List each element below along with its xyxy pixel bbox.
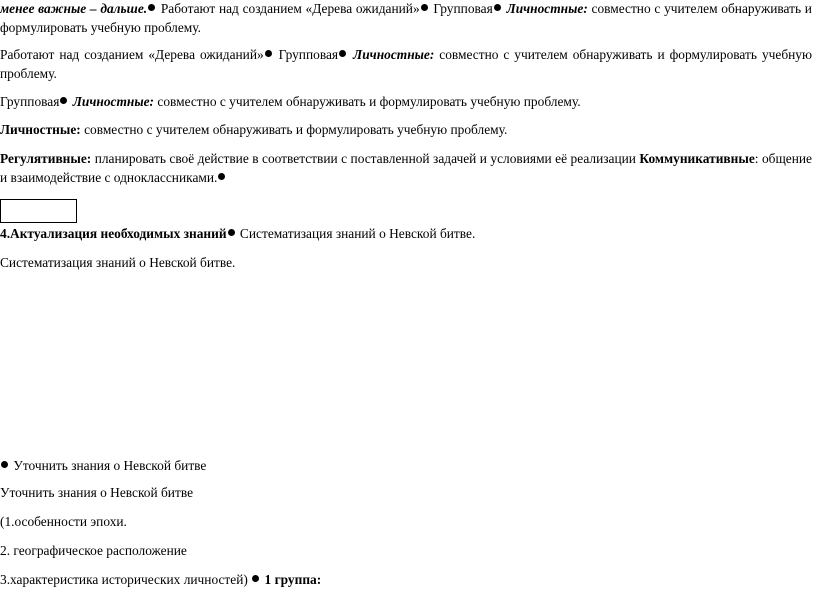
bullet-icon xyxy=(228,229,235,236)
text: Работают над созданием «Дерева ожиданий» xyxy=(0,47,264,62)
paragraph-1 xyxy=(0,0,812,37)
paragraph-5 xyxy=(0,150,812,187)
paragraph-10: (1.особенности эпохи. xyxy=(0,514,127,529)
paragraph-7: Систематизация знаний о Невской битве. xyxy=(0,255,236,270)
paragraph-11: 2. географическое расположение xyxy=(0,543,187,558)
text: совместно с учителем обнаруживать и формулировать учебную проблему. xyxy=(80,122,508,137)
text: совместно с учителем обнаруживать и формулировать учебную проблему. xyxy=(0,47,812,81)
group-label: 1 группа: xyxy=(261,572,322,587)
bold-label: Регулятивные: xyxy=(0,151,92,166)
text: совместно с учителем обнаруживать и формулировать учебную проблему. xyxy=(0,1,812,35)
bold-label: Личностные: xyxy=(69,94,155,109)
text: планировать своё действие в соответствии с поставленной задачей и условиями её реализации xyxy=(91,151,640,166)
paragraph-12 xyxy=(0,571,812,590)
bullet-icon xyxy=(60,97,67,104)
empty-frame xyxy=(0,199,77,223)
bullet-icon xyxy=(339,50,346,57)
bullet-icon xyxy=(148,4,155,11)
text: Работают над созданием «Дерева ожиданий» xyxy=(157,1,420,16)
text: Групповая xyxy=(0,94,60,109)
bullet-icon xyxy=(218,173,225,180)
text: 3.характеристика исторических личностей) xyxy=(0,572,252,587)
bullet-icon xyxy=(265,50,272,57)
bold-label: Личностные: xyxy=(348,47,435,62)
text: : общение и взаимодействие с одноклассниками. xyxy=(0,151,812,185)
bold-label: Личностные: xyxy=(502,1,588,16)
paragraph-3 xyxy=(0,93,812,112)
text: Уточнить знания о Невской битве xyxy=(10,458,207,473)
lead-text: менее важные – дальше. xyxy=(0,1,148,16)
text: Групповая xyxy=(273,47,339,62)
text: совместно с учителем обнаруживать и формулировать учебную проблему. xyxy=(154,94,581,109)
paragraph-9: Уточнить знания о Невской битве xyxy=(0,485,194,500)
bold-label: Личностные: xyxy=(0,122,81,137)
bullet-icon xyxy=(494,4,501,11)
paragraph-6 xyxy=(0,225,812,244)
bullet-icon xyxy=(1,461,8,468)
paragraph-4 xyxy=(0,121,812,140)
text: Групповая xyxy=(429,1,493,16)
bullet-icon xyxy=(421,4,428,11)
section-heading: 4.Актуализация необходимых знаний xyxy=(0,226,227,241)
bullet-icon xyxy=(252,575,259,582)
paragraph-8 xyxy=(0,457,812,476)
text: Систематизация знаний о Невской битве. xyxy=(236,226,476,241)
bold-label: Коммуникативные xyxy=(639,151,755,166)
paragraph-2 xyxy=(0,46,812,83)
